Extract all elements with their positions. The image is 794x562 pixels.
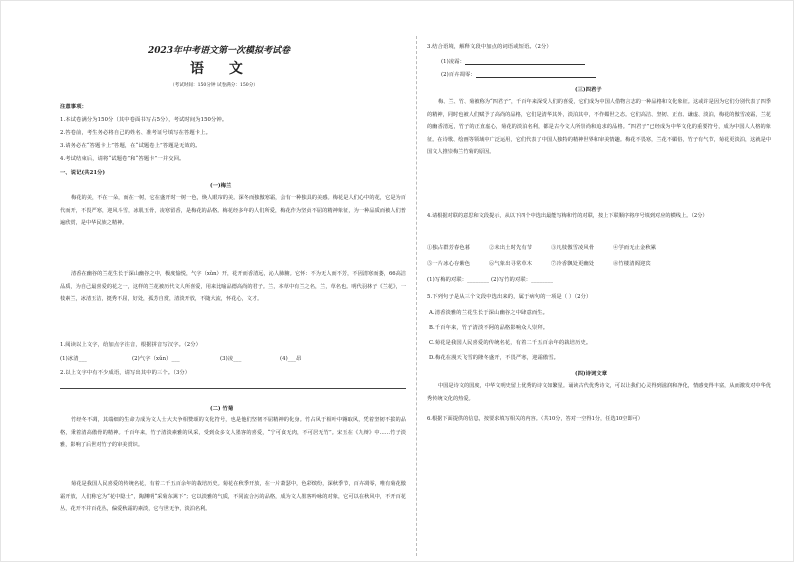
q1-item: (4)___昂 <box>280 356 302 362</box>
section-heading: 一、说记(共21分) <box>60 170 106 176</box>
q4-fill: (1)写梅的对联：________ (2)写竹的对联：________ <box>427 277 554 283</box>
paragraph-chrysanthemum: 菊花是我国人民喜爱的传统名花，有着二千五百余年的栽培历史。菊花在秋季开放，在一片萧瑟中，色彩缤纷，深秋季节，百卉凋零，唯有菊花傲霜开放，人们称它为“花中隐士”，陶渊明“采菊东篱下”；它以淡雅的气质，不同流合污的品格，成为文人墨客吟咏的对象，它可以在秋风中，不开百花丛，花开不并百花丛，偏爱秋霜的素淡，它与世无争，淡泊名利。 <box>60 481 406 513</box>
q1-item: (2)气字（xǔn）___ <box>132 356 180 362</box>
notice-item: 4.考试结束后，请将“试题卷”和“答题卡”一并交回。 <box>60 156 185 162</box>
q5-option: B.千百年来，竹子清淡不阿的品格影响众人崇拜。 <box>429 325 549 331</box>
exam-title: 2023年中考语文第一次模拟考试卷 <box>148 46 291 56</box>
paragraph-poetry: 中国是诗文的国度，中华文明史留上优秀的诗文如繁星。诵读古代优秀诗文，可以让我们心灵得到滋润和净化，情感变得丰富，从而激发对中华优秀传统文化的热爱。 <box>427 383 771 402</box>
answer-line <box>60 388 406 389</box>
column-divider <box>416 36 417 556</box>
subsection-title: (三)四君子 <box>575 87 602 93</box>
paragraph-plum: 梅花的美，不在一朵，而在一树，它在盛开时一树一色，焕人眼帘的美。深冬而独傲寒霜，会有一种独具的美感。梅花是人们心中的花，它是为百代而开，不畏严寒，迎风斗雪，冰肌玉骨，凌寒留香，是梅花的品格。梅花经多年的人们所爱，梅花作为坚贞不屈的精神象征，为一种品质而被人们普遍欣赏，是中华民族之精神。 <box>60 195 406 227</box>
question-2: 2.以上文字中有不少成语，请写出其中的三个。（3分） <box>60 370 191 376</box>
exam-info: （考试时间：150分钟 试卷满分：150分） <box>170 83 258 88</box>
question-6: 6.根据下面提供的信息，按要求填写相关的内容。（共10分，答对一空得1分，任选10空即可） <box>427 416 643 422</box>
q4-option: ⑤一片冰心存紫色 <box>427 261 471 267</box>
q5-option: C.菊花是我国人民喜爱的传统名花，有着二千五百余年的栽培历史。 <box>429 340 592 346</box>
q5-option: D.梅花在漫天飞雪的隆冬盛开，不畏严寒，迎霜傲雪。 <box>429 355 560 361</box>
subsection-title: (四)诗词文章 <box>575 371 608 377</box>
subsection-title: (二) 竹菊 <box>210 406 234 412</box>
q4-option: ③凡枝傲雪凌风骨 <box>551 245 595 251</box>
answer-line <box>476 71 596 78</box>
q3-item <box>441 70 596 78</box>
subsection-title: (一)梅兰 <box>210 183 232 189</box>
question-5: 5.下列句子是从三个文段中选出来的，属于病句的一项是（ ）（2分） <box>427 294 592 300</box>
paragraph-bamboo: 竹经冬不凋，其端细的生命力成为文人士大夫争相赞颂的文化符号，也是他们坚韧不屈精神的化身。竹占风于相叶中翱取风，凭着坚韧不拔的品格，秉着清高傲骨的精神。千百年来，竹子清淡素雅的风采，受到众多文人墨客的喜爱，“宁可食无肉，不可居无竹”。宋玉在《九辩》中……竹子淡雅，影响了后世对竹子的审美赏识。 <box>60 417 406 449</box>
q1-item: (1)冰清___ <box>60 356 87 362</box>
q4-option: ④学而无止金秋累 <box>613 245 657 251</box>
q4-option: ②未出土时先有节 <box>489 245 533 251</box>
subject-title: 语 文 <box>190 61 253 77</box>
q3-item-label: (2)百卉凋零： <box>441 72 476 78</box>
paragraph-four-gentlemen: 梅、兰、竹、菊被称为“四君子”，千百年来深受人们的喜爱，它们成为中国人借物言志的一种品格和文化象征。这或许是因为它们分别代表了四季的精神，同时也被人们赋予了高尚的品格，它们是清华其外，淡泊其中，不作媚世之态。它们高洁、坚韧、正直、谦虚、淡泊，梅花的傲雪凌霜，兰花的幽香清远，竹子的正直虚心，菊花的淡泊名利，都是古今文人所崇尚和追求的品格。“四君子”已经成为中华文化的重要符号，成为中国人人格的象征。在诗歌、绘画等领域中广泛运用，它们代表了中国人独特的精神世界和审美情趣。梅花不畏寒，兰花不媚俗，竹子有气节，菊花更淡泊，这就是中国文人推崇梅兰竹菊的原因。 <box>427 99 771 156</box>
q4-option: ⑥气象出寻常草木 <box>489 261 533 267</box>
notice-item: 3.请务必在“答题卡上”答题，在“试题卷上”答题是无效的。 <box>60 143 201 149</box>
q3-item <box>441 57 585 65</box>
question-1: 1.阅读以上文字，给加点字注音，根据拼音写汉字。（2分） <box>60 342 201 348</box>
question-4: 4.请根据对联的意思和文段提示，从以下四个中选出最能写梅和竹的对联，按上下联顺序将序号填到对应的横线上。（2分） <box>427 213 708 219</box>
q4-option: ⑦冷香飘处更幽处 <box>551 261 595 267</box>
paragraph-orchid: 清香在幽谷的兰花生长于深山幽谷之中，极度愉悦，气字（xǔn）开，花开而香清远，沁人肺腑。它怀：不为无人而不芳，不因清寒而萎，66高洁品质，为自己最喜爱的花之一，这样的兰花被历代文人所喜爱，用来比喻品德高尚的君子。兰，本草中有兰之名，兰，草名也。明代羽林子《兰花》，一枝素兰，冰清玉洁，挺秀不屈，好处，孤芳自赏，清淡开放，不随大流，怀花心，文才。 <box>60 271 406 303</box>
notice-item: 1.本试卷满分为150分（其中卷面书写占5分），考试时间为150分钟。 <box>60 117 228 123</box>
answer-line <box>465 58 585 65</box>
notice-item: 2.答卷前，考生务必将自己的姓名、准考证号填写在答题卡上。 <box>60 130 211 136</box>
q5-option: A.清香淡雅的兰花生长于深山幽谷之中肆意而生。 <box>429 310 549 316</box>
question-3: 3.结合语境，解释文段中加点的词语或短语。（2分） <box>427 44 552 50</box>
notice-heading: 注意事项： <box>60 104 87 110</box>
q3-item-label: (1)凌霜： <box>441 59 465 65</box>
q4-option: ⑧竹楼清阁迎宾 <box>613 261 651 267</box>
q4-option: ①独占群芳春色暮 <box>427 245 471 251</box>
q1-item: (3)凌___ <box>220 356 242 362</box>
